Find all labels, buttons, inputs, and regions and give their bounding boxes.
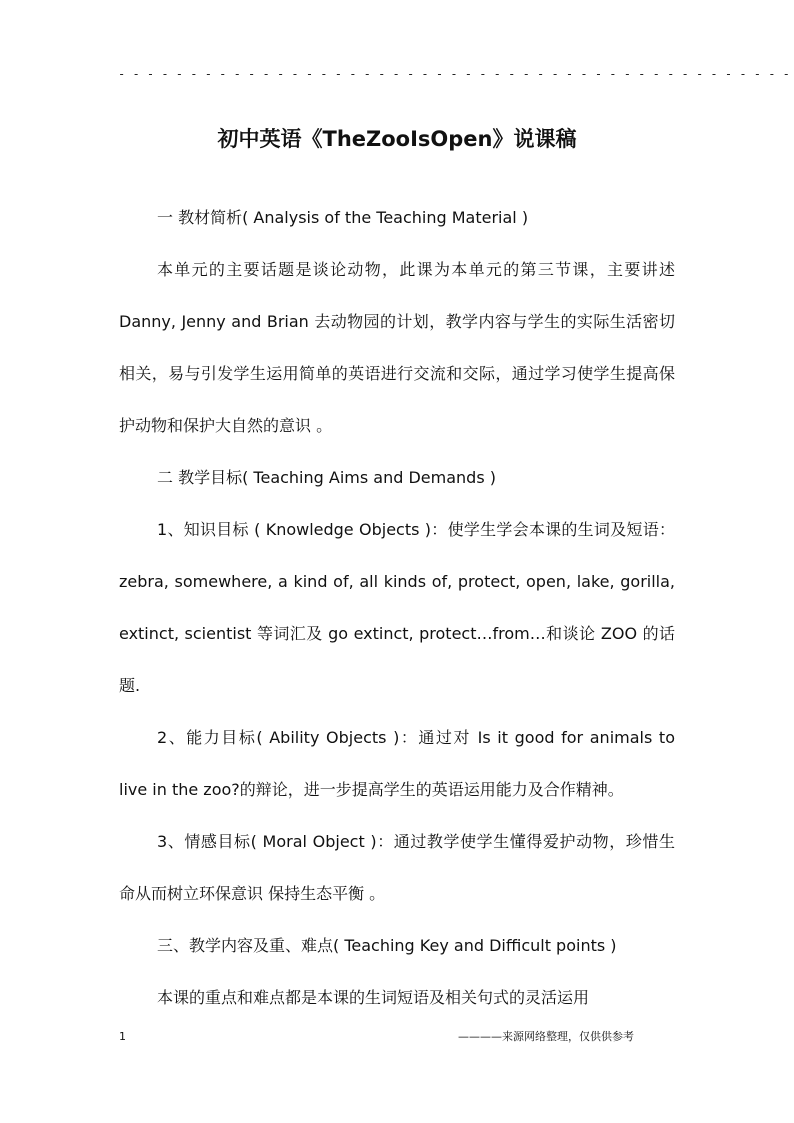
paragraph-key-points: 本课的重点和难点都是本课的生词短语及相关句式的灵活运用 [157, 988, 590, 1007]
paragraph-moral-object: 3、情感目标( Moral Object )：通过教学使学生懂得爱护动物，珍惜生命从而树立环保意识 保持生态平衡 。 [119, 832, 675, 903]
header-dashed-rule: - - - - - - - - - - - - - - - - - - - - - - - - - - - - - - - - - - - - - - - - - - - - - - - [118, 67, 790, 81]
page-number: 1 [119, 1030, 126, 1043]
section-heading-key-points: 三、教学内容及重、难点( Teaching Key and Difficult points ) [157, 936, 617, 955]
section-heading-aims: 二 教学目标( Teaching Aims and Demands ) [157, 468, 496, 487]
paragraph-knowledge-objects: 1、知识目标 ( Knowledge Objects )：使学生学会本课的生词及短语：zebra, somewhere, a kind of, all kinds of, protect, open, lake, gorilla, extinct, scientist 等词汇及 go extinct, protect…from…和谈论 ZOO 的话题. [119, 520, 675, 695]
paragraph-analysis: 本单元的主要话题是谈论动物，此课为本单元的第三节课，主要讲述 Danny, Jenny and Brian 去动物园的计划，教学内容与学生的实际生活密切相关，易与引发学生运用简单的英语进行交流和交际，通过学习使学生提高保护动物和保护大自然的意识 。 [119, 260, 675, 435]
document-body [119, 192, 675, 1024]
paragraph-ability-objects: 2、能力目标( Ability Objects )：通过对 Is it good for animals to live in the zoo?的辩论，进一步提高学生的英语运用能力及合作精神。 [119, 728, 675, 799]
footer-source-note: ————来源网络整理，仅供供参考 [458, 1030, 634, 1043]
section-heading-analysis: 一 教材简析( Analysis of the Teaching Material ) [157, 208, 529, 227]
document-title: 初中英语《TheZooIsOpen》说课稿 [217, 127, 577, 151]
